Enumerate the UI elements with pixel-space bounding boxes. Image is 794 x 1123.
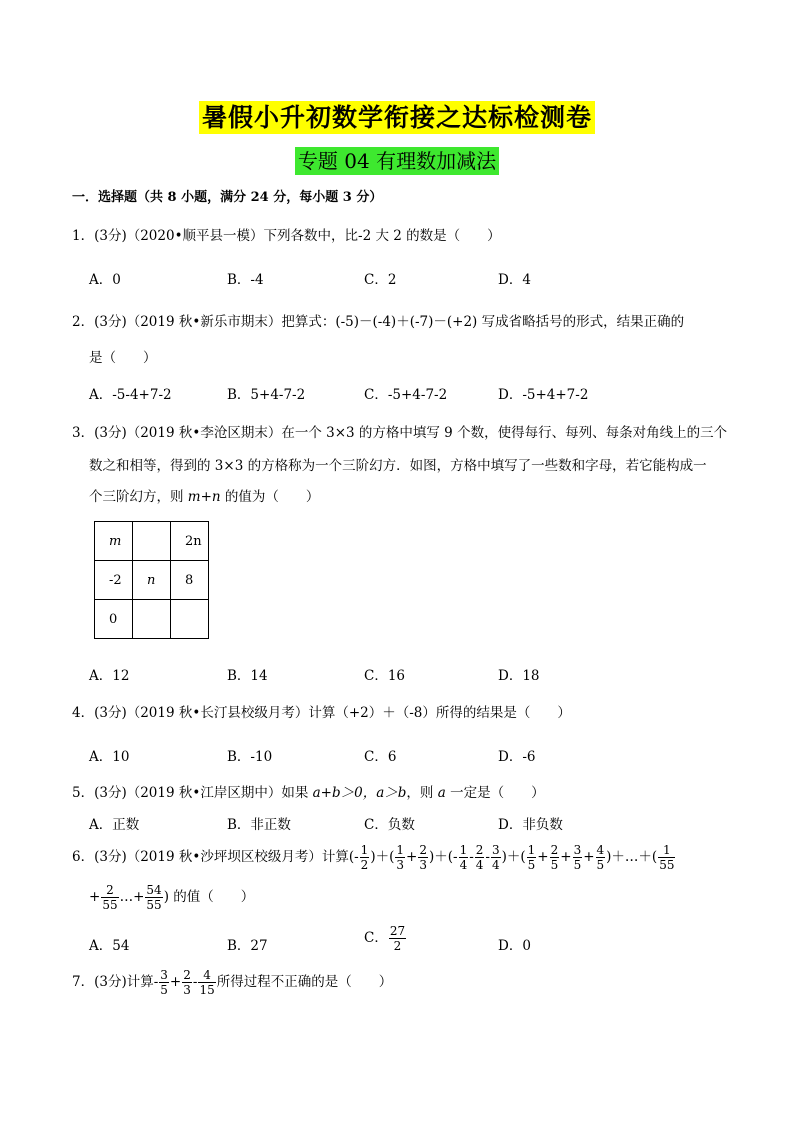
question-3-option-a[interactable]: A．12 [89,668,130,684]
question-4-option-b[interactable]: B．-10 [227,749,273,765]
question-5-stem: 5．(3分)（2019 秋•江岸区期中）如果 a+b＞0，a＞b，则 a 一定是（ ） [72,785,545,801]
fraction: $\frac{2}{4}$ [475,843,484,872]
question-3-option-b[interactable]: B．14 [227,668,268,684]
question-2-option-b[interactable]: B．5+4-7-2 [227,387,306,403]
question-3-stem-line3: 个三阶幻方，则 m+n 的值为（ ） [89,489,320,505]
question-6-option-c[interactable]: C． $\frac{27}{2}$ [364,924,406,953]
question-7-stem: 7．(3分)计算- $\frac{3}{5}$ + $\frac{2}{3}$ - $\frac{4}{15}$ 所得过程不正确的是（ ） [72,968,393,997]
question-1-option-a[interactable]: A．0 [89,272,121,288]
fraction: $\frac{2}{55}$ [102,883,118,912]
fraction: $\frac{1}{2}$ [360,843,369,872]
grid-cell [133,522,171,561]
grid-cell: 8 [171,561,209,600]
fraction: $\frac{4}{15}$ [199,968,215,997]
grid-cell [171,600,209,639]
question-2-option-d[interactable]: D．-5+4+7-2 [498,387,589,403]
page-title: 暑假小升初数学衔接之达标检测卷 [0,98,794,134]
fraction: $\frac{1}{4}$ [459,843,468,872]
fraction: $\frac{1}{3}$ [396,843,404,872]
question-3-stem-line2: 数之和相等，得到的 3×3 的方格称为一个三阶幻方．如图，方格中填写了一些数和字母，若它能构成一 [89,458,707,474]
question-5-option-c[interactable]: C．负数 [364,817,415,833]
question-5-option-d[interactable]: D．非负数 [498,817,563,833]
question-2-option-c[interactable]: C．-5+4-7-2 [364,387,448,403]
question-2-option-a[interactable]: A．-5-4+7-2 [89,387,172,403]
page-subtitle: 专题 04 有理数加减法 [0,145,794,174]
question-1-option-d[interactable]: D．4 [498,272,531,288]
fraction: $\frac{1}{5}$ [527,843,536,872]
question-3-option-d[interactable]: D．18 [498,668,540,684]
grid-cell: m [95,522,133,561]
question-2-stem-line2: 是（ ） [89,350,157,366]
fraction: $\frac{1}{55}$ [659,843,675,872]
question-3-option-c[interactable]: C．16 [364,668,406,684]
question-4-stem: 4．(3分)（2019 秋•长汀县校级月考）计算（+2）＋（-8）所得的结果是（ ） [72,705,571,721]
grid-cell: 0 [95,600,133,639]
question-1-option-b[interactable]: B．-4 [227,272,264,288]
question-1-stem: 1．(3分)（2020•顺平县一模）下列各数中，比-2 大 2 的数是（ ） [72,228,501,244]
grid-cell: n [133,561,171,600]
question-6-option-d[interactable]: D．0 [498,938,531,954]
question-6-stem-line2: + $\frac{2}{55}$ …+ $\frac{54}{55}$ ) 的值（ ） [89,883,255,912]
question-6-option-a[interactable]: A．54 [89,938,130,954]
fraction: $\frac{54}{55}$ [146,883,162,912]
question-1-option-c[interactable]: C．2 [364,272,397,288]
question-5-option-b[interactable]: B．非正数 [227,817,291,833]
question-4-option-a[interactable]: A．10 [89,749,130,765]
question-4-option-d[interactable]: D．-6 [498,749,536,765]
grid-cell: 2n [171,522,209,561]
magic-square-grid [94,521,209,639]
section-heading: 一．选择题（共 8 小题，满分 24 分，每小题 3 分） [72,190,383,205]
fraction: $\frac{3}{5}$ [160,968,168,997]
question-6-stem-line1: 6．(3分)（2019 秋•沙坪坝区校级月考）计算(- $\frac{1}{2}$ )＋( $\frac{1}{3}$ + $\frac{2}{3}$ )＋(- $\frac{1}{4}$ - $\frac{2}{4}$ - $\frac{3}{4}$ )＋( $\frac{1}{5}$ + $\frac{2}{5}$ + $\frac{3}{5}$ + $\frac{4}{5}$ )＋…＋( $\frac{1}{55}$ [72,843,675,872]
fraction: $\frac{4}{5}$ [596,843,605,872]
fraction: $\frac{3}{4}$ [491,843,500,872]
fraction: $\frac{3}{5}$ [573,843,582,872]
question-4-option-c[interactable]: C．6 [364,749,397,765]
question-3-stem-line1: 3．(3分)（2019 秋•李沧区期末）在一个 3×3 的方格中填写 9 个数，使得每行、每列、每条对角线上的三个 [72,425,728,441]
fraction: $\frac{2}{5}$ [550,843,559,872]
fraction: $\frac{2}{3}$ [183,968,191,997]
grid-cell [133,600,171,639]
fraction: $\frac{2}{3}$ [419,843,427,872]
grid-cell: -2 [95,561,133,600]
question-5-option-a[interactable]: A．正数 [89,817,140,833]
question-2-stem-line1: 2．(3分)（2019 秋•新乐市期末）把算式：(-5)－(-4)＋(-7)－(+2) 写成省略括号的形式，结果正确的 [72,314,685,330]
fraction: $\frac{27}{2}$ [389,924,406,953]
question-6-option-b[interactable]: B．27 [227,938,268,954]
